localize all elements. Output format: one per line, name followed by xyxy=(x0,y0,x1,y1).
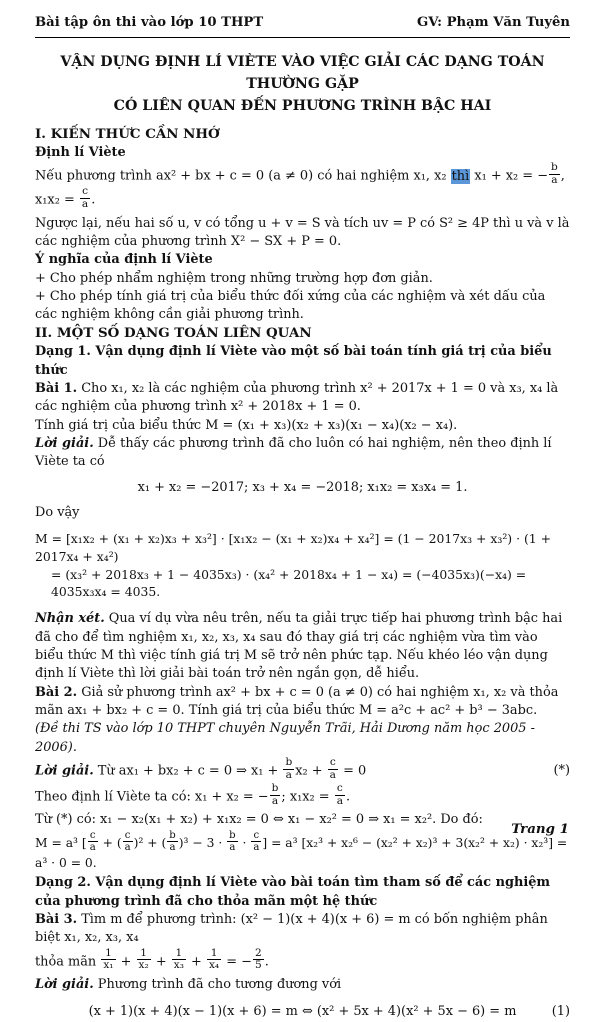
solution-2-end: = 0 xyxy=(338,763,367,779)
fraction-b-over-a: $\frac{b}{a}$ xyxy=(285,755,293,781)
solution-3-text: Phương trình đã cho tương đương với xyxy=(93,976,342,992)
page-number: Trang 1 xyxy=(511,820,569,837)
solution-2-derivation xyxy=(35,755,367,783)
plus-sign: + xyxy=(116,954,136,970)
viete-2-pre: Theo định lí Viète ta có: x₁ + x₂ = − xyxy=(35,789,269,805)
equation-M-line-2: = (x₃² + 2018x₃ + 1 − 4035x₃) · (x₄² + 2018x₄ + 1 − x₄) = (−4035x₃)(−x₄) = 4035x₃x₄ = 4035. xyxy=(51,566,527,600)
equation-M-derivation xyxy=(35,530,570,602)
fraction-b-over-a: $\frac{b}{a}$ xyxy=(229,829,236,853)
fraction-1-over-x2: $\frac{1}{\text{x₂}}$ xyxy=(138,946,149,972)
remark-text: Qua ví dụ vừa nêu trên, nếu ta giải trực tiếp hai phương trình bậc hai đã cho để tìm nghiệm x₁, x₂, x₃, x₄ sau đó thay giá trị các nghiệm vừa tìm vào biểu thức M thì việc tính giá trị M sẽ trở nên phức tạp. Nếu khéo léo vận dụng định lí Viète thì lời giải bài toán trở nên ngắn gọn, dễ hiểu. xyxy=(35,611,563,682)
star-reference: (*) xyxy=(553,762,570,778)
meq-seg-4: )³ − 3 · xyxy=(178,835,227,850)
viete-2-mid: ; x₁x₂ = xyxy=(281,789,334,805)
problem-1-solution-intro xyxy=(35,435,570,472)
viete-end-text: . xyxy=(91,192,96,208)
fraction-b-over-a: $\frac{b}{a}$ xyxy=(271,782,279,807)
section-2-heading: II. MỘT SỐ DẠNG TOÁN LIÊN QUAN xyxy=(35,325,312,342)
section-1-heading: I. KIẾN THỨC CẦN NHỚ xyxy=(35,125,220,142)
condition-end: . xyxy=(264,954,269,970)
dovay-text: Do vậy xyxy=(35,504,80,520)
viete-2-end: . xyxy=(346,789,351,805)
from-star-line: Từ (*) có: x₁ − x₂(x₁ + x₂) + x₁x₂ = 0 ⇔ x₁ − x₂² = 0 ⇒ x₁ = x₂². Do đó: xyxy=(35,812,483,828)
meq-seg-2: + ( xyxy=(98,835,122,850)
equation-1-line xyxy=(35,1003,570,1021)
condition-pre: thỏa mãn xyxy=(35,954,101,970)
fraction-2-over-5: $\frac{2}{5}$ xyxy=(254,946,262,972)
fraction-b-over-a: $\frac{b}{a}$ xyxy=(169,829,176,853)
problem-3-condition xyxy=(35,946,570,974)
dang-2-heading: Dạng 2. Vận dụng định lí Viète vào bài toán tìm tham số để các nghiệm của phương trình đã cho thỏa mãn một hệ thức xyxy=(35,875,551,909)
problem-1-label: Bài 1. xyxy=(35,381,78,397)
meq-seg-3: )² + ( xyxy=(133,835,167,850)
fraction-1-over-x1: $\frac{1}{\text{x₁}}$ xyxy=(103,946,114,972)
problem-3-label: Bài 3. xyxy=(35,912,78,928)
viete-product-text: , x₁x₂ = xyxy=(35,168,565,208)
meaning-heading: Ý nghĩa của định lí Viète xyxy=(35,252,213,268)
viete-theorem-heading: Định lí Viète xyxy=(35,144,126,160)
viete-theorem-statement xyxy=(35,161,570,213)
solution-1-label: Lời giải. xyxy=(35,436,94,452)
fraction-b-over-a: $\frac{b}{a}$ xyxy=(551,161,558,186)
equals-negative: = − xyxy=(222,954,252,970)
problem-1-question: Tính giá trị của biểu thức M = (x₁ + x₃)(x₂ + x₃)(x₁ − x₄)(x₂ − x₄). xyxy=(35,417,458,433)
problem-2-solution-line xyxy=(35,755,570,783)
meaning-bullet-2: + Cho phép tính giá trị của biểu thức đối xứng của các nghiệm và xét dấu của các nghiệm không cần giải phương trình. xyxy=(35,288,546,323)
problem-3-text: Tìm m để phương trình: (x² − 1)(x + 4)(x + 6) = m có bốn nghiệm phân biệt x₁, x₂, x₃, x₄ xyxy=(35,912,548,946)
plus-sign: + xyxy=(151,954,171,970)
problem-2-M-equation xyxy=(35,829,570,873)
plus-sign: + xyxy=(186,954,206,970)
title-line-1: VẬN DỤNG ĐỊNH LÍ VIÈTE VÀO VIỆC GIẢI CÁC DẠNG TOÁN THƯỜNG GẶP xyxy=(60,53,545,92)
problem-3-solution-intro xyxy=(35,976,570,994)
fraction-1-over-x4: $\frac{1}{\text{x₄}}$ xyxy=(208,946,220,972)
remark-label: Nhận xét. xyxy=(35,611,105,627)
remark-paragraph xyxy=(35,610,570,683)
document-title xyxy=(35,51,570,117)
fraction-c-over-a: $\frac{c}{a}$ xyxy=(336,782,343,807)
meq-seg-6: ] = a³ [x₂³ + x₂⁶ − (x₂² + x₂)³ + 3(x₂² + x₂) · x₂³] = a³ · 0 = 0. xyxy=(35,835,568,870)
fraction-c-over-a: $\frac{c}{a}$ xyxy=(81,185,89,210)
viete-statement-text: Nếu phương trình ax² + bx + c = 0 (a ≠ 0) có hai nghiệm x₁, x₂ xyxy=(35,168,451,184)
dang-1-heading: Dạng 1. Vận dụng định lí Viète vào một số bài toán tính giá trị của biểu thức xyxy=(35,344,552,378)
meq-seg-1: M = a³ [ xyxy=(35,835,87,850)
solution-2-pre: Từ ax₁ + bx₂ + c = 0 ⇒ x₁ + xyxy=(93,763,283,779)
solution-3-label: Lời giải. xyxy=(35,976,94,992)
problem-2-source: (Đề thi TS vào lớp 10 THPT chuyên Nguyễn Trãi, Hải Dương năm học 2005 - 2006). xyxy=(35,721,535,755)
problem-2-statement xyxy=(35,684,570,721)
problem-3-statement xyxy=(35,911,570,948)
meq-seg-5: · xyxy=(238,835,251,850)
fraction-c-over-a: $\frac{c}{a}$ xyxy=(89,829,96,853)
problem-2-text: Giả sử phương trình ax² + bx + c = 0 (a ≠ 0) có hai nghiệm x₁, x₂ và thỏa mãn ax₁ + bx₂ + c = 0. Tính giá trị của biểu thức M = a²c + ac² + b³ − 3abc. xyxy=(35,684,559,718)
fraction-c-over-a: $\frac{c}{a}$ xyxy=(124,829,131,853)
problem-1-statement xyxy=(35,380,570,417)
solution-2-mid: x₂ + xyxy=(295,763,327,779)
header-left-text: Bài tập ôn thi vào lớp 10 THPT xyxy=(35,15,264,30)
solution-2-label: Lời giải. xyxy=(35,763,94,779)
equation-1-body: (x + 1)(x + 4)(x − 1)(x + 6) = m ⇔ (x² + 5x + 4)(x² + 5x − 6) = m xyxy=(88,1004,517,1020)
fraction-c-over-a: $\frac{c}{a}$ xyxy=(253,829,260,853)
problem-1-text: Cho x₁, x₂ là các nghiệm của phương trình x² + 2017x + 1 = 0 và x₃, x₄ là các nghiệm của phương trình x² + 2018x + 1 = 0. xyxy=(35,381,559,415)
problem-2-label: Bài 2. xyxy=(35,684,78,700)
equation-1-number: (1) xyxy=(551,1004,570,1020)
highlighted-word: thì xyxy=(451,168,470,184)
meaning-bullet-1: + Cho phép nhẩm nghiệm trong những trường hợp đơn giản. xyxy=(35,270,433,286)
equation-M-line-1: M = [x₁x₂ + (x₁ + x₂)x₃ + x₃²] · [x₁x₂ − (x₁ + x₂)x₄ + x₄²] = (1 − 2017x₃ + x₃²) · (1 + 2017x₄ + x₄²) xyxy=(35,531,551,564)
page-header xyxy=(35,14,570,38)
problem-2-viete-line xyxy=(35,782,570,809)
solution-1-text: Dễ thấy các phương trình đã cho luôn có hai nghiệm, nên theo định lí Viète ta có xyxy=(35,436,552,470)
viete-sum-text: x₁ + x₂ = − xyxy=(470,168,548,184)
fraction-c-over-a: $\frac{c}{a}$ xyxy=(329,755,336,781)
equation-viete-values: x₁ + x₂ = −2017; x₃ + x₄ = −2018; x₁x₂ = x₃x₄ = 1. xyxy=(137,479,468,495)
fraction-1-over-x3: $\frac{1}{\text{x₃}}$ xyxy=(173,946,184,972)
viete-converse-statement: Ngược lại, nếu hai số u, v có tổng u + v = S và tích uv = P có S² ≥ 4P thì u và v là các nghiệm của phương trình X² − SX + P = 0. xyxy=(35,215,570,249)
header-right-text: GV: Phạm Văn Tuyên xyxy=(416,15,570,30)
title-line-2: CÓ LIÊN QUAN ĐẾN PHƯƠNG TRÌNH BẬC HAI xyxy=(113,97,492,114)
